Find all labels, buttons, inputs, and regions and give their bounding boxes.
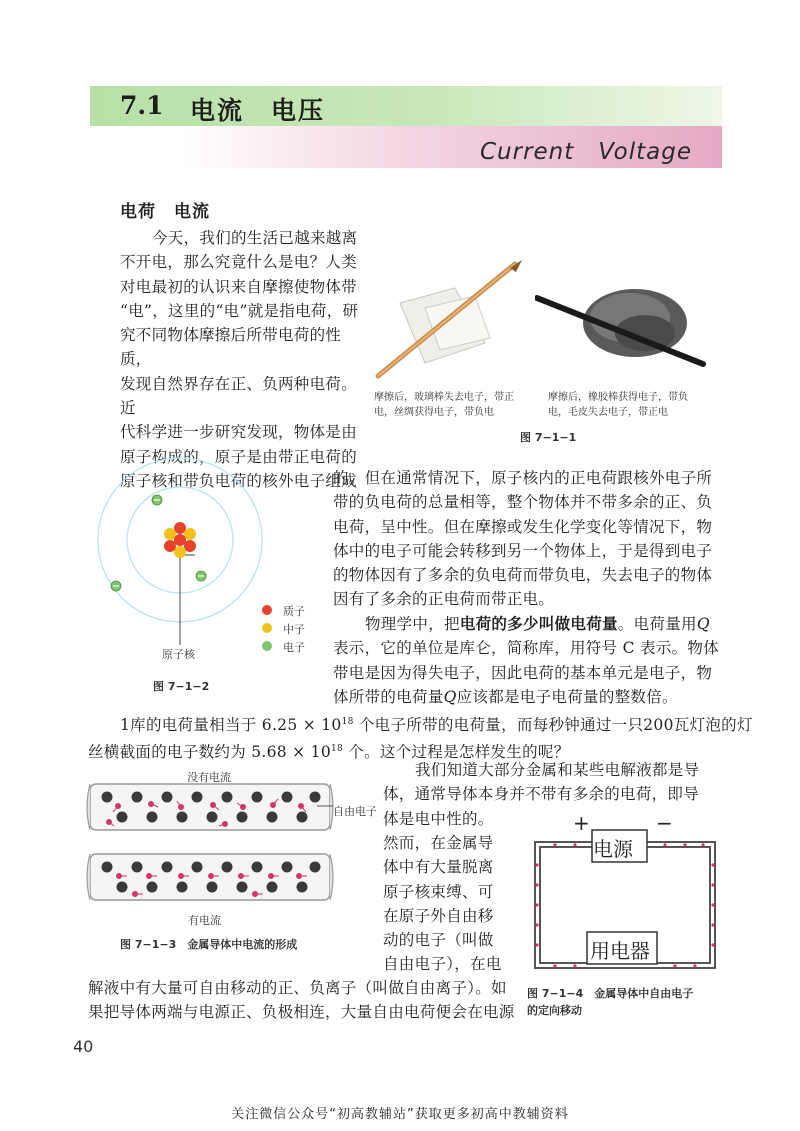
paragraph-ions xyxy=(88,976,528,1025)
paragraph-charge-quantity xyxy=(333,612,733,709)
legend-proton: 质子 xyxy=(283,605,305,618)
plus-terminal: + xyxy=(573,811,590,835)
power-source-label: 电源 xyxy=(593,837,633,861)
fig-714-label-line: 的定向移动 xyxy=(527,1004,582,1017)
text-line: 因有了多余的正电荷而带正电。 xyxy=(333,590,555,609)
legend-neutron: 中子 xyxy=(283,623,305,636)
appliance-label: 用电器 xyxy=(590,939,650,963)
text-line: 今天，我们的生活已越来越离 xyxy=(152,229,358,247)
proton-legend-icon xyxy=(262,605,272,615)
text-line: 动的电子（叫做 xyxy=(383,931,494,950)
text-line: 我们知道大部分金属和某些电解液都是导 xyxy=(415,761,700,779)
text-line: 果把导体两端与电源正、负极相连，大量自由电荷便会在电源 xyxy=(88,1003,515,1022)
text-line: 体所带的电荷量Q应该都是电子电荷量的整数倍。 xyxy=(333,687,678,706)
page-number: 40 xyxy=(73,1037,94,1056)
text-line: 自由电子），在电 xyxy=(383,955,502,974)
fig-711-right-caption: 摩擦后，橡胶棒获得电子，带负电，毛皮失去电子，带正电 xyxy=(548,392,688,418)
text-line: 解液中有大量可自由移动的正、负离子（叫做自由离子）。如 xyxy=(88,979,507,997)
text-line: 原子核束缚、可 xyxy=(383,882,494,901)
text-line: 电荷，呈中性。但在摩擦或发生化学变化等情况下，物 xyxy=(333,517,713,536)
fig-712-label: 图 7−1−2 xyxy=(153,680,210,693)
conductor-no-current xyxy=(87,784,333,830)
chapter-header xyxy=(90,86,722,168)
text-line: 对电最初的认识来自摩擦使物体带 xyxy=(120,277,358,296)
section-title: 电荷 电流 xyxy=(120,202,210,222)
text-line: 在原子外自由移 xyxy=(383,906,494,925)
text-line: 发现自然界存在正、负两种电荷。近 xyxy=(120,374,358,418)
page-subtitle: Current Voltage xyxy=(479,139,692,165)
text-line: 物理学中，把电荷的多少叫做电荷量。电荷量用Q xyxy=(365,614,710,633)
electron-legend-icon xyxy=(262,641,272,651)
header-green-band xyxy=(90,86,722,126)
minus-terminal: − xyxy=(656,811,673,835)
fig-713-label: 图 7−1−3 金属导体中电流的形成 xyxy=(120,938,298,951)
text-line: 带的负电荷的总量相等，整个物体并不带多余的正、负 xyxy=(333,493,713,512)
text-line: 体中有大量脱离 xyxy=(383,858,494,877)
fig-711-left-caption: 摩擦后，玻璃棒失去电子，带正电，丝绸获得电子，带负电 xyxy=(374,392,514,418)
atom-diagram xyxy=(95,455,315,665)
nucleus-label: 原子核 xyxy=(162,648,195,661)
free-electron-label: 自由电子 xyxy=(333,805,377,818)
electron-icon xyxy=(111,581,121,591)
text-line: 表示，它的单位是库仑，简称库，用符号 C 表示。物体 xyxy=(333,639,720,658)
definition-charge-quantity: 电荷的多少叫做电荷量 xyxy=(459,614,618,633)
glass-rod-silk-photo xyxy=(370,258,530,383)
paragraph-intro xyxy=(120,226,360,493)
text-line: 的物体因有了多余的负电荷而带负电，失去电子的物体 xyxy=(333,566,713,585)
with-current-label: 有电流 xyxy=(188,914,221,927)
text-line: 丝横截面的电子数约为 $5.68 \times 10^{18}$ 个。这个过程是怎样发生的呢？ xyxy=(88,743,570,762)
fig-714-label-line: 图 7−1−4 金属导体中自由电子 xyxy=(527,987,694,1000)
text-line: 究不同物体摩擦后所带电荷的性质， xyxy=(120,326,342,369)
section-number: 7.1 xyxy=(120,91,164,120)
fig-711-label: 图 7−1−1 xyxy=(520,431,577,444)
footer-note: 关注微信公众号“初高教辅站”获取更多初高中教辅资料 xyxy=(231,1107,569,1122)
no-current-label: 没有电流 xyxy=(187,771,231,784)
text-line: 1库的电荷量相当于 $6.25 \times 10^{18}$ 个电子所带的电荷量，而每秒钟通过一只200瓦灯泡的灯 xyxy=(120,716,753,735)
legend-electron: 电子 xyxy=(283,641,305,654)
text-line: 原子核和带负电荷的核外电子组成 xyxy=(120,471,358,490)
neutron-legend-icon xyxy=(262,623,272,633)
metal-conductor-diagram xyxy=(85,782,345,912)
text-line: 体中的电子可能会转移到另一个物体上，于是得到电子 xyxy=(333,541,713,560)
paragraph-neutral xyxy=(333,466,733,612)
rubber-rod-fur-photo xyxy=(535,278,710,378)
text-line: 体是电中性的。 xyxy=(383,809,494,828)
paragraph-free-electrons xyxy=(383,831,523,977)
page-title: 电流 电压 xyxy=(190,96,326,125)
fig-714-label xyxy=(527,985,693,1019)
electron-icon xyxy=(152,495,162,505)
conductor-with-current xyxy=(87,854,333,900)
paragraph-electron-count xyxy=(88,710,753,765)
text-line: 不开电，那么究竟什么是电？人类 xyxy=(120,253,358,272)
text-line: 原子构成的，原子是由带正电荷的 xyxy=(120,447,358,466)
text-line: “电”，这里的“电”就是指电荷，研 xyxy=(120,301,359,320)
text-line: 代科学进一步研究发现，物体是由 xyxy=(120,423,358,442)
text-line: 带电是因为得失电子，因此电荷的基本单元是电子，物 xyxy=(333,663,713,682)
text-line: 体，通常导体本身并不带有多余的电荷，即导 xyxy=(383,785,700,804)
text-line: 的。但在通常情况下，原子核内的正电荷跟核外电子所 xyxy=(333,469,713,487)
electron-icon xyxy=(196,571,206,581)
nucleus-icon xyxy=(164,522,196,558)
text-line: 然而，在金属导 xyxy=(383,834,494,852)
